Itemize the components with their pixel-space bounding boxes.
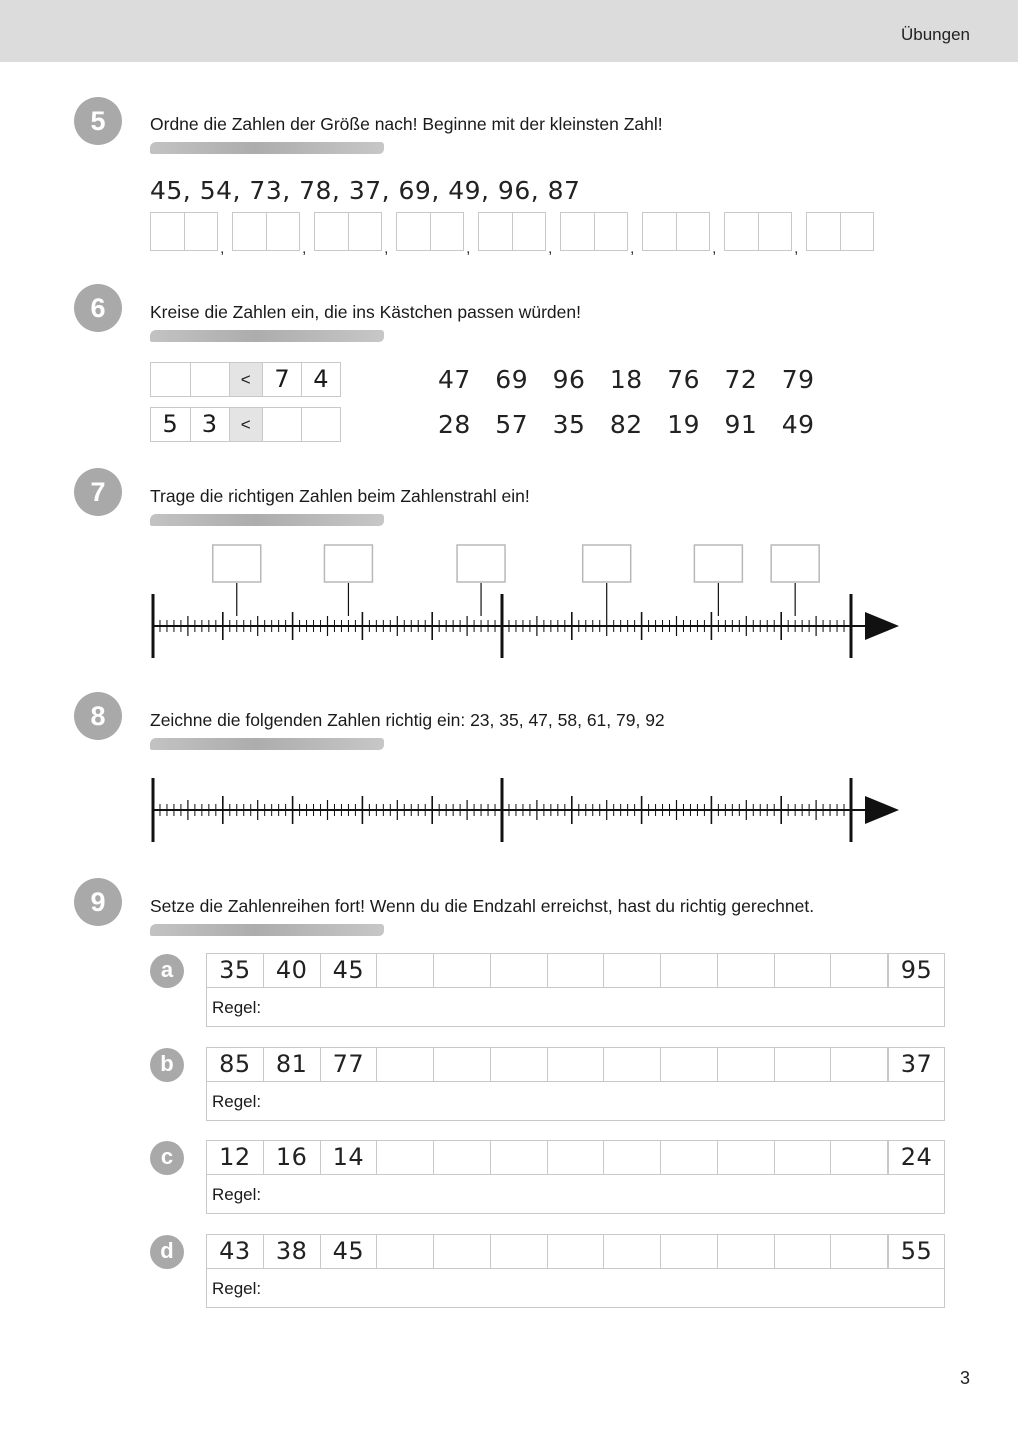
series-cell[interactable] bbox=[661, 1235, 718, 1268]
answer-box[interactable] bbox=[583, 545, 631, 582]
series-end-value: 95 bbox=[888, 954, 944, 987]
rule-input[interactable] bbox=[277, 990, 944, 1026]
series-cell[interactable] bbox=[377, 1048, 434, 1081]
answer-box[interactable] bbox=[560, 212, 628, 251]
separator-comma: , bbox=[466, 240, 471, 257]
less-than-sign: < bbox=[229, 408, 263, 441]
digit-cell[interactable] bbox=[643, 213, 676, 250]
series-cell[interactable] bbox=[377, 1235, 434, 1268]
series-letter-c: c bbox=[150, 1141, 184, 1175]
series-cell: 16 bbox=[264, 1141, 321, 1174]
series-cell[interactable] bbox=[548, 1048, 605, 1081]
series-cell[interactable] bbox=[548, 1235, 605, 1268]
series-cell: 45 bbox=[321, 954, 378, 987]
axis-arrow bbox=[865, 796, 899, 824]
series-cell[interactable] bbox=[434, 1235, 491, 1268]
series-cell[interactable] bbox=[718, 954, 775, 987]
answer-box[interactable] bbox=[232, 212, 300, 251]
series-cell[interactable] bbox=[775, 1048, 832, 1081]
digit-cell[interactable] bbox=[725, 213, 758, 250]
digit-cell[interactable] bbox=[807, 213, 840, 250]
series-cell[interactable] bbox=[377, 1141, 434, 1174]
series-cell: 43 bbox=[207, 1235, 264, 1268]
series-letter-b: b bbox=[150, 1048, 184, 1082]
answer-box[interactable] bbox=[457, 545, 505, 582]
series-cell[interactable] bbox=[491, 1235, 548, 1268]
series-cell[interactable] bbox=[604, 1235, 661, 1268]
series-table-d bbox=[206, 1234, 945, 1308]
digit-cell[interactable] bbox=[262, 408, 301, 441]
digit-cell: 5 bbox=[162, 410, 179, 438]
series-table-c bbox=[206, 1140, 945, 1214]
header-title: Übungen bbox=[900, 25, 970, 44]
digit-cell: 7 bbox=[262, 363, 301, 396]
option-number[interactable]: 91 bbox=[724, 410, 758, 439]
digit-cell[interactable] bbox=[151, 363, 190, 396]
task-7-underline bbox=[150, 514, 384, 526]
series-cells bbox=[207, 1048, 944, 1082]
option-number[interactable]: 72 bbox=[724, 365, 758, 394]
number-line-task-8[interactable] bbox=[146, 770, 906, 850]
comparison-box-1[interactable] bbox=[150, 362, 341, 397]
series-end-value: 55 bbox=[888, 1235, 944, 1268]
task-5-numbers: 45, 54, 73, 78, 37, 69, 49, 96, 87 bbox=[150, 176, 581, 205]
rule-label: Regel: bbox=[212, 1091, 262, 1111]
page-number: 3 bbox=[959, 1368, 970, 1388]
task-6-instruction: Kreise die Zahlen ein, die ins Kästchen passen würden! bbox=[150, 302, 581, 322]
series-cell: 14 bbox=[321, 1141, 378, 1174]
series-table-a bbox=[206, 953, 945, 1027]
task-9-underline bbox=[150, 924, 384, 936]
digit-cell: 3 bbox=[190, 408, 229, 441]
series-table-b bbox=[206, 1047, 945, 1121]
digit-cell[interactable] bbox=[430, 213, 464, 250]
task-6-number: 6 bbox=[74, 284, 122, 332]
series-cell[interactable] bbox=[718, 1048, 775, 1081]
option-number[interactable]: 18 bbox=[609, 365, 643, 394]
option-row-1 bbox=[438, 365, 839, 394]
answer-box[interactable] bbox=[324, 545, 372, 582]
series-cell[interactable] bbox=[661, 954, 718, 987]
digit-cell[interactable] bbox=[512, 213, 546, 250]
task-8-instruction: Zeichne die folgenden Zahlen richtig ein: 23, 35, 47, 58, 61, 79, 92 bbox=[150, 710, 665, 730]
series-cell[interactable] bbox=[775, 954, 832, 987]
series-cell: 12 bbox=[207, 1141, 264, 1174]
digit-cell[interactable] bbox=[184, 213, 218, 250]
option-number[interactable]: 35 bbox=[552, 410, 586, 439]
series-cells bbox=[207, 1235, 944, 1269]
answer-box[interactable] bbox=[642, 212, 710, 251]
series-end-value: 37 bbox=[888, 1048, 944, 1081]
digit-cell[interactable] bbox=[676, 213, 710, 250]
digit-cell[interactable] bbox=[151, 213, 184, 250]
rule-label: Regel: bbox=[212, 1278, 262, 1298]
answer-box[interactable] bbox=[694, 545, 742, 582]
series-cell: 38 bbox=[264, 1235, 321, 1268]
digit-cell[interactable] bbox=[190, 363, 229, 396]
digit-cell[interactable] bbox=[348, 213, 382, 250]
series-cell: 81 bbox=[264, 1048, 321, 1081]
separator-comma: , bbox=[712, 240, 717, 257]
rule-input[interactable] bbox=[277, 1271, 944, 1307]
digit-cell[interactable] bbox=[479, 213, 512, 250]
task-9-instruction: Setze die Zahlenreihen fort! Wenn du die Endzahl erreichst, hast du richtig gerechnet. bbox=[150, 896, 815, 916]
separator-comma: , bbox=[794, 240, 799, 257]
answer-box[interactable] bbox=[806, 212, 874, 251]
header-bar bbox=[0, 0, 1018, 62]
series-cell[interactable] bbox=[661, 1141, 718, 1174]
task-5-instruction: Ordne die Zahlen der Größe nach! Beginne mit der kleinsten Zahl! bbox=[150, 114, 663, 134]
series-cells bbox=[207, 1141, 944, 1175]
series-cell[interactable] bbox=[775, 1141, 832, 1174]
separator-comma: , bbox=[302, 240, 307, 257]
option-number[interactable]: 82 bbox=[609, 410, 643, 439]
answer-box[interactable] bbox=[213, 545, 261, 582]
series-cell[interactable] bbox=[604, 954, 661, 987]
series-end-value: 24 bbox=[888, 1141, 944, 1174]
digit-cell[interactable] bbox=[233, 213, 266, 250]
separator-comma: , bbox=[384, 240, 389, 257]
series-cell[interactable] bbox=[434, 1141, 491, 1174]
series-cell: 40 bbox=[264, 954, 321, 987]
answer-box[interactable] bbox=[771, 545, 819, 582]
series-cell[interactable] bbox=[491, 954, 548, 987]
answer-box[interactable] bbox=[724, 212, 792, 251]
option-number[interactable]: 57 bbox=[495, 410, 529, 439]
series-cell[interactable] bbox=[434, 1048, 491, 1081]
series-cell[interactable] bbox=[491, 1141, 548, 1174]
option-number[interactable]: 47 bbox=[438, 365, 471, 394]
series-letter-d: d bbox=[150, 1235, 184, 1269]
digit-cell[interactable] bbox=[561, 213, 594, 250]
task-8-underline bbox=[150, 738, 384, 750]
axis-arrow bbox=[865, 612, 899, 640]
series-cell[interactable] bbox=[775, 1235, 832, 1268]
separator-comma: , bbox=[630, 240, 635, 257]
option-number[interactable]: 49 bbox=[781, 410, 815, 439]
digit-cell[interactable] bbox=[840, 213, 874, 250]
digit-cell[interactable] bbox=[397, 213, 430, 250]
series-cell[interactable] bbox=[604, 1048, 661, 1081]
series-cell[interactable] bbox=[604, 1141, 661, 1174]
rule-label: Regel: bbox=[212, 1185, 262, 1204]
series-cell[interactable] bbox=[548, 1141, 605, 1174]
number-line-task-7 bbox=[146, 540, 906, 662]
series-cell[interactable] bbox=[661, 1048, 718, 1081]
option-number[interactable]: 76 bbox=[667, 365, 700, 394]
digit-cell[interactable] bbox=[315, 213, 348, 250]
task-7-number: 7 bbox=[74, 468, 122, 516]
option-number[interactable]: 19 bbox=[667, 410, 700, 439]
task-9-number: 9 bbox=[74, 878, 122, 926]
series-cell: 45 bbox=[321, 1235, 378, 1268]
series-cell: 85 bbox=[207, 1048, 264, 1081]
separator-comma: , bbox=[548, 240, 553, 257]
answer-box[interactable] bbox=[150, 212, 218, 251]
answer-box[interactable] bbox=[314, 212, 382, 251]
series-cell[interactable] bbox=[831, 1235, 888, 1268]
series-cell[interactable] bbox=[831, 1141, 888, 1174]
less-than-sign: < bbox=[229, 363, 263, 396]
series-cells bbox=[207, 954, 944, 988]
digit-cell[interactable] bbox=[758, 213, 792, 250]
task-8-number: 8 bbox=[74, 692, 122, 740]
series-cell[interactable] bbox=[718, 1141, 775, 1174]
option-number[interactable]: 69 bbox=[495, 365, 529, 394]
option-number[interactable]: 28 bbox=[438, 410, 471, 439]
task-5-number: 5 bbox=[74, 97, 122, 145]
series-cell[interactable] bbox=[491, 1048, 548, 1081]
series-cell[interactable] bbox=[548, 954, 605, 987]
series-letter-a: a bbox=[150, 954, 184, 988]
task-5-underline bbox=[150, 142, 384, 154]
task-6-underline bbox=[150, 330, 384, 342]
digit-cell[interactable] bbox=[301, 408, 340, 441]
series-cell[interactable] bbox=[831, 954, 888, 987]
digit-cell[interactable] bbox=[594, 213, 628, 250]
task-7-instruction: Trage die richtigen Zahlen beim Zahlenstrahl ein! bbox=[150, 486, 530, 506]
series-cell[interactable] bbox=[434, 954, 491, 987]
series-cell[interactable] bbox=[718, 1235, 775, 1268]
answer-box[interactable] bbox=[396, 212, 464, 251]
rule-label: Regel: bbox=[212, 998, 262, 1017]
option-row-2 bbox=[438, 410, 839, 439]
series-cell[interactable] bbox=[831, 1048, 888, 1081]
digit-cell[interactable] bbox=[266, 213, 300, 250]
rule-input[interactable] bbox=[277, 1084, 944, 1120]
rule-input[interactable] bbox=[277, 1177, 944, 1213]
option-number[interactable]: 79 bbox=[781, 365, 815, 394]
option-number[interactable]: 96 bbox=[552, 365, 586, 394]
digit-cell: 4 bbox=[301, 363, 340, 396]
separator-comma: , bbox=[220, 240, 225, 257]
answer-box[interactable] bbox=[478, 212, 546, 251]
series-cell[interactable] bbox=[377, 954, 434, 987]
series-cell: 77 bbox=[321, 1048, 378, 1081]
series-cell: 35 bbox=[207, 954, 264, 987]
comparison-box-2[interactable] bbox=[150, 407, 341, 442]
